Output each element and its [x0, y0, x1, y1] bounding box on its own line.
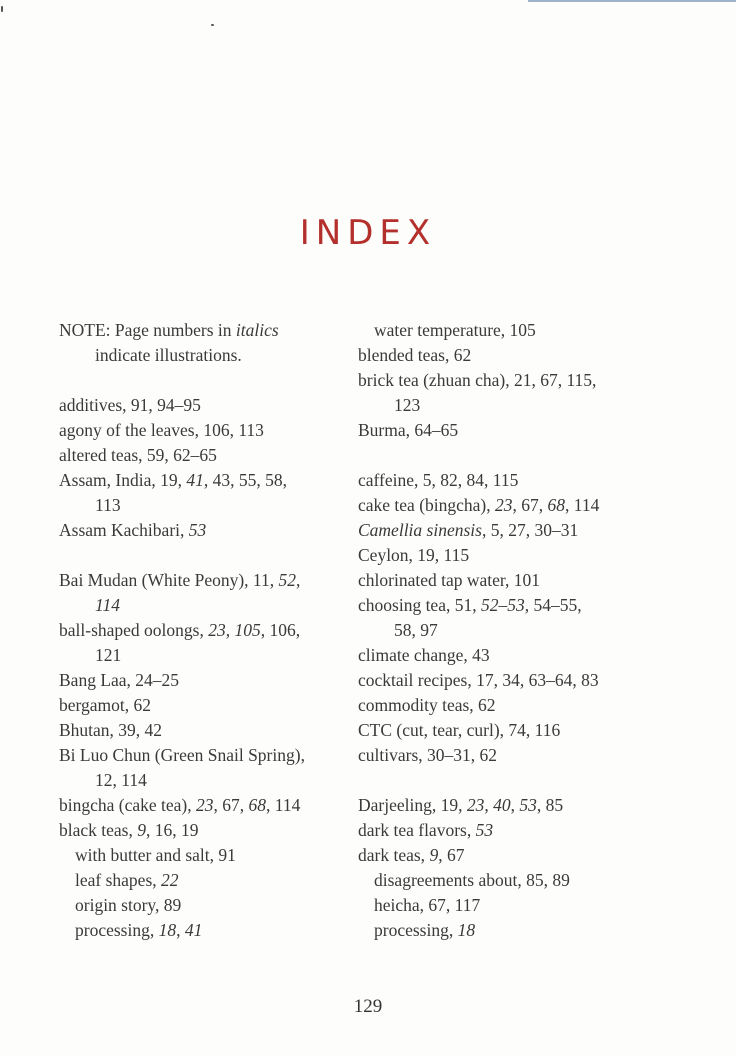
index-entry-continuation: [59, 493, 359, 518]
index-entry: [358, 468, 658, 493]
entry-text: ,: [225, 620, 235, 640]
entry-text: cake tea (bingcha),: [358, 495, 496, 515]
entry-text: Bang Laa, 24–25: [59, 670, 180, 690]
entry-text: cocktail recipes, 17, 34, 63–64, 83: [358, 670, 599, 690]
entry-text: Bai Mudan (White Peony), 11,: [59, 570, 279, 590]
italic-page-ref: 23: [466, 795, 485, 815]
entry-text: altered teas, 59, 62–65: [59, 445, 217, 465]
entry-text: 121: [95, 645, 122, 665]
index-entry: [358, 718, 658, 743]
entry-text: black teas,: [59, 820, 138, 840]
entry-text: bergamot, 62: [59, 695, 152, 715]
note-emphasis: italics: [235, 320, 279, 340]
entry-text: ,: [484, 795, 494, 815]
italic-page-ref: 52–53: [480, 595, 525, 615]
entry-text: Ceylon, 19, 115: [358, 545, 470, 565]
entry-text: Assam Kachibari,: [59, 520, 189, 540]
index-entry: [358, 793, 658, 818]
italic-page-ref: 105: [234, 620, 261, 640]
entry-text: , 16, 19: [145, 820, 199, 840]
index-entry: [59, 418, 359, 443]
entry-text: , 67,: [213, 795, 249, 815]
page-number: 129: [353, 996, 383, 1017]
entry-text: choosing tea, 51,: [358, 595, 481, 615]
index-subentry: [358, 893, 658, 918]
index-entry: [59, 668, 359, 693]
entry-text: , 67: [438, 845, 465, 865]
index-entry: [358, 418, 658, 443]
entry-text: processing,: [75, 920, 159, 940]
index-entry: [358, 368, 658, 393]
scan-speck: [1, 6, 3, 12]
italic-page-ref: 53: [188, 520, 207, 540]
index-entry: [358, 568, 658, 593]
entry-text: agony of the leaves, 106, 113: [59, 420, 264, 440]
index-entry: [358, 743, 658, 768]
index-entry: [358, 818, 658, 843]
index-entry-continuation: [59, 643, 359, 668]
entry-text: commodity teas, 62: [358, 695, 496, 715]
index-subentry: [59, 868, 359, 893]
entry-text: dark teas,: [358, 845, 430, 865]
italic-page-ref: 53: [519, 795, 537, 815]
entry-text: water temperature, 105: [374, 320, 536, 340]
entry-text: , 5, 27, 30–31: [481, 520, 579, 540]
italic-page-ref: 18: [158, 920, 177, 940]
note-prefix: NOTE: Page numbers in: [59, 320, 236, 340]
index-note: [59, 318, 359, 343]
index-subentry: [59, 918, 359, 943]
index-entry: [358, 493, 658, 518]
entry-text: bingcha (cake tea),: [59, 795, 197, 815]
index-entry: [358, 668, 658, 693]
index-entry: [59, 468, 359, 493]
entry-text: , 106,: [260, 620, 301, 640]
italic-page-ref: 114: [95, 595, 120, 615]
entry-text: Bhutan, 39, 42: [59, 720, 163, 740]
entry-text: dark tea flavors,: [358, 820, 476, 840]
entry-text: 123: [394, 395, 421, 415]
index-entry: [358, 343, 658, 368]
top-edge-rule: [528, 0, 736, 2]
index-entry: [358, 843, 658, 868]
entry-text: heicha, 67, 117: [374, 895, 481, 915]
index-subentry: [358, 318, 658, 343]
index-entry: [59, 793, 359, 818]
entry-text: chlorinated tap water, 101: [358, 570, 541, 590]
entry-text: , 85: [536, 795, 564, 815]
index-note-continuation: indicate illustrations.: [95, 345, 242, 365]
index-entry: [358, 518, 658, 543]
entry-text: ,: [510, 795, 520, 815]
scan-speck: [211, 24, 214, 26]
index-entry: [358, 643, 658, 668]
index-subentry: [59, 893, 359, 918]
italic-page-ref: 41: [184, 920, 203, 940]
index-entry: [59, 443, 359, 468]
italic-page-ref: 9: [137, 820, 146, 840]
entry-spacer: [358, 768, 658, 793]
index-entry: [59, 718, 359, 743]
index-entry: [59, 818, 359, 843]
entry-text: climate change, 43: [358, 645, 490, 665]
entry-text: 12, 114: [95, 770, 147, 790]
entry-text: Bi Luo Chun (Green Snail Spring),: [59, 745, 305, 765]
entry-text: CTC (cut, tear, curl), 74, 116: [358, 720, 561, 740]
entry-text: origin story, 89: [75, 895, 182, 915]
entry-text: Darjeeling, 19,: [358, 795, 467, 815]
entry-text: caffeine, 5, 82, 84, 115: [358, 470, 519, 490]
entry-text: processing,: [374, 920, 458, 940]
italic-page-ref: 53: [475, 820, 494, 840]
index-entry-continuation: [358, 393, 658, 418]
italic-page-ref: 23: [495, 495, 513, 515]
index-entry: [59, 618, 359, 643]
index-entry: [59, 743, 359, 768]
page-title: INDEX: [299, 212, 437, 253]
entry-text: additives, 91, 94–95: [59, 395, 201, 415]
index-entry: [358, 693, 658, 718]
index-entries-right: [358, 318, 658, 943]
entry-text: , 67,: [512, 495, 548, 515]
italic-page-ref: 68: [248, 795, 267, 815]
italic-page-ref: 68: [547, 495, 566, 515]
entry-text: , 114: [266, 795, 301, 815]
entry-spacer: [59, 368, 359, 393]
entry-text: , 114: [565, 495, 600, 515]
italic-page-ref: 41: [186, 470, 204, 490]
index-entry-continuation: [59, 593, 359, 618]
entry-text: ,: [176, 920, 185, 940]
entry-text: with butter and salt, 91: [75, 845, 236, 865]
index-subentry: [59, 843, 359, 868]
index-subentry: [358, 918, 658, 943]
entry-spacer: [59, 543, 359, 568]
index-column-right: [358, 318, 658, 943]
entry-text: blended teas, 62: [358, 345, 472, 365]
entry-text: disagreements about, 85, 89: [374, 870, 570, 890]
index-column-left: [59, 318, 359, 943]
italic-page-ref: 9: [429, 845, 439, 865]
entry-text: leaf shapes,: [75, 870, 162, 890]
index-entry: [358, 593, 658, 618]
entry-spacer: [358, 443, 658, 468]
italic-page-ref: 23: [196, 795, 214, 815]
index-entries-left: [59, 368, 359, 943]
index-entry: [59, 393, 359, 418]
italic-page-ref: 18: [457, 920, 476, 940]
entry-text: , 54–55,: [524, 595, 582, 615]
entry-text: ,: [296, 570, 301, 590]
italic-page-ref: 52: [278, 570, 297, 590]
italic-page-ref: Camellia sinensis: [358, 520, 482, 540]
entry-text: ball-shaped oolongs,: [59, 620, 209, 640]
index-entry-continuation: [358, 618, 658, 643]
italic-page-ref: 23: [208, 620, 226, 640]
index-subentry: [358, 868, 658, 893]
index-entry: [59, 693, 359, 718]
entry-text: 58, 97: [394, 620, 438, 640]
index-entry: [358, 543, 658, 568]
index-entry: [59, 568, 359, 593]
entry-text: 113: [95, 495, 121, 515]
entry-text: , 43, 55, 58,: [203, 470, 287, 490]
entry-text: Assam, India, 19,: [59, 470, 187, 490]
italic-page-ref: 22: [161, 870, 179, 890]
entry-text: cultivars, 30–31, 62: [358, 745, 498, 765]
entry-text: brick tea (zhuan cha), 21, 67, 115,: [358, 370, 597, 390]
entry-text: Burma, 64–65: [358, 420, 459, 440]
index-entry-continuation: [59, 768, 359, 793]
italic-page-ref: 40: [493, 795, 511, 815]
index-entry: [59, 518, 359, 543]
